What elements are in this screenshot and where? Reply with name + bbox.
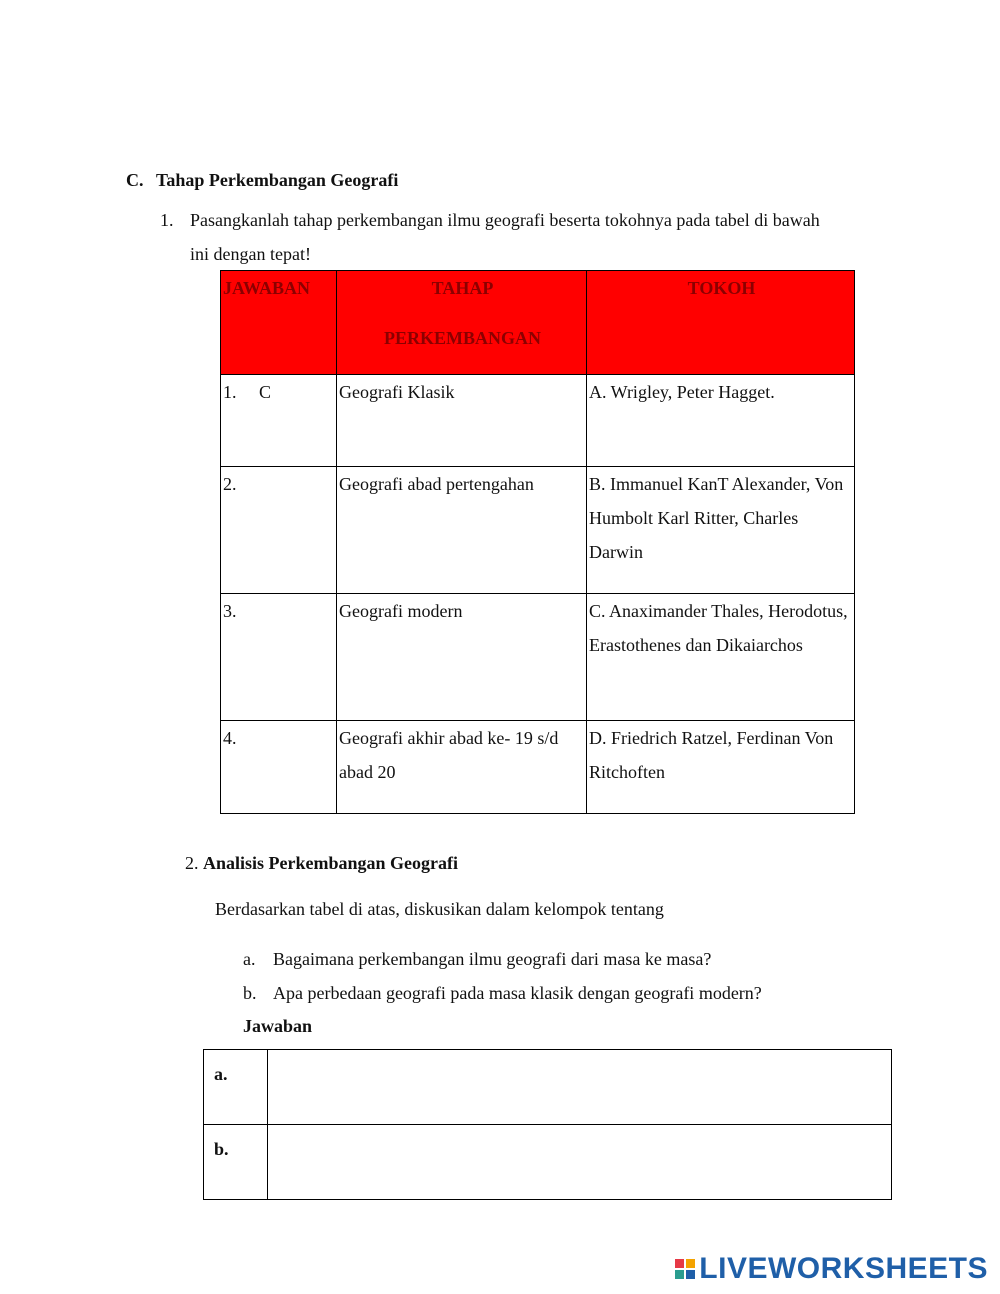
- header-tahap-line1: TAHAP: [431, 278, 494, 298]
- matching-table: [220, 270, 855, 814]
- tahap-cell: Geografi akhir abad ke- 19 s/d abad 20: [337, 721, 587, 814]
- tahap-cell: Geografi modern: [337, 594, 587, 721]
- liveworksheets-logo: [675, 1252, 988, 1286]
- answer-cell-4[interactable]: [221, 721, 337, 814]
- table-row: [221, 375, 855, 467]
- answer-a-field[interactable]: [268, 1050, 892, 1125]
- answer-row-label: b.: [204, 1125, 268, 1200]
- row-number: 3.: [223, 601, 237, 621]
- sub-question-text: Bagaimana perkembangan ilmu geografi dari masa ke masa?: [273, 949, 712, 969]
- tokoh-cell: B. Immanuel KanT Alexander, Von Humbolt Karl Ritter, Charles Darwin: [587, 467, 855, 594]
- question-2-intro: Berdasarkan tabel di atas, diskusikan dalam kelompok tentang: [215, 899, 664, 919]
- question-1-number: 1.: [160, 210, 174, 230]
- tokoh-cell: D. Friedrich Ratzel, Ferdinan Von Ritchoften: [587, 721, 855, 814]
- section-title: Tahap Perkembangan Geografi: [156, 170, 399, 190]
- question-2-number: 2.: [185, 853, 199, 873]
- section-letter: C.: [126, 170, 144, 190]
- question-1: [160, 203, 840, 271]
- answer-cell-1[interactable]: [221, 375, 337, 467]
- answer-cell-2[interactable]: [221, 467, 337, 594]
- question-1-text: Pasangkanlah tahap perkembangan ilmu geografi beserta tokohnya pada tabel di bawah ini dengan tepat!: [190, 210, 820, 264]
- answer-row-label: a.: [204, 1050, 268, 1125]
- question-2-title: Analisis Perkembangan Geografi: [203, 853, 458, 873]
- answer-b-field[interactable]: [268, 1125, 892, 1200]
- answer-cell-3[interactable]: [221, 594, 337, 721]
- answer-row: [204, 1125, 892, 1200]
- brand-name: LIVEWORKSHEETS: [699, 1252, 988, 1285]
- header-tahap-line2: PERKEMBANGAN: [384, 328, 541, 348]
- sub-question-b: [243, 983, 762, 1004]
- logo-icon: [675, 1259, 695, 1279]
- tahap-cell: Geografi abad pertengahan: [337, 467, 587, 594]
- table-row: [221, 721, 855, 814]
- row-number: 1.: [223, 382, 237, 402]
- table-row: [221, 594, 855, 721]
- jawaban-label: Jawaban: [243, 1016, 313, 1036]
- tokoh-cell: A. Wrigley, Peter Hagget.: [587, 375, 855, 467]
- tokoh-cell: C. Anaximander Thales, Herodotus, Erastothenes dan Dikaiarchos: [587, 594, 855, 721]
- table-row: [221, 467, 855, 594]
- sub-question-text: Apa perbedaan geografi pada masa klasik dengan geografi modern?: [273, 983, 762, 1003]
- row-number: 4.: [223, 728, 237, 748]
- answer-input[interactable]: C: [259, 382, 272, 402]
- answer-row: [204, 1050, 892, 1125]
- sub-question-label: b.: [243, 983, 257, 1003]
- header-jawaban: JAWABAN: [221, 271, 337, 375]
- header-tahap: [337, 271, 587, 375]
- answer-table: [203, 1049, 892, 1200]
- row-number: 2.: [223, 474, 237, 494]
- sub-question-label: a.: [243, 949, 256, 969]
- table-header-row: [221, 271, 855, 375]
- header-tokoh: TOKOH: [587, 271, 855, 375]
- tahap-cell: Geografi Klasik: [337, 375, 587, 467]
- section-heading: [126, 170, 398, 191]
- sub-question-a: [243, 949, 711, 970]
- question-2-heading: [185, 853, 458, 874]
